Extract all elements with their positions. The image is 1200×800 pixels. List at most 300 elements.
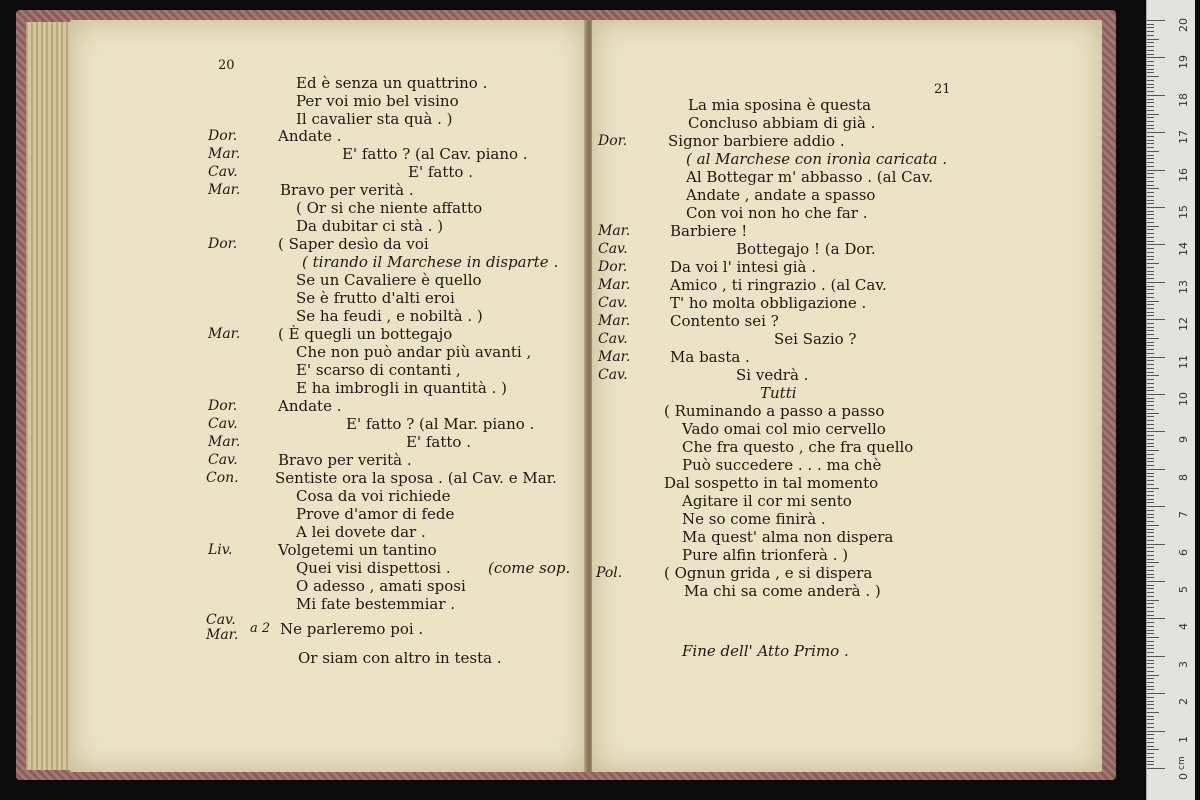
ruler-tick bbox=[1147, 532, 1154, 533]
ruler-tick bbox=[1147, 682, 1154, 683]
ruler-tick bbox=[1147, 435, 1154, 436]
verse-line: Che non può andar più avanti , bbox=[296, 343, 532, 361]
verse-line: Con voi non ho che far . bbox=[686, 204, 868, 222]
verse-line: Volgetemi un tantino bbox=[278, 541, 437, 559]
ruler-tick bbox=[1147, 319, 1165, 320]
act-end-text: Fine dell' Atto Primo . bbox=[682, 642, 849, 660]
ruler-tick bbox=[1147, 663, 1154, 664]
ruler-tick bbox=[1147, 76, 1159, 77]
speaker-label: Cav. bbox=[208, 452, 238, 468]
ruler-label: 9 bbox=[1177, 436, 1190, 444]
ruler-tick bbox=[1147, 719, 1154, 720]
verse-line: Quei visi dispettosi . bbox=[296, 559, 451, 577]
ruler-tick bbox=[1147, 27, 1154, 28]
ruler-tick bbox=[1147, 731, 1165, 732]
ruler-tick bbox=[1147, 330, 1154, 331]
ruler-tick bbox=[1147, 581, 1165, 582]
ruler-tick bbox=[1147, 35, 1154, 36]
verse-line: Bravo per verità . bbox=[280, 181, 414, 199]
speaker-label: Dor. bbox=[208, 128, 238, 144]
page-number: 20 bbox=[218, 58, 235, 73]
ruler-tick bbox=[1147, 461, 1154, 462]
verse-line: Signor barbiere addio . bbox=[668, 132, 845, 150]
ruler-tick bbox=[1147, 304, 1154, 305]
ruler-tick bbox=[1147, 615, 1154, 616]
ruler-tick bbox=[1147, 301, 1159, 302]
ruler-tick bbox=[1147, 510, 1154, 511]
ruler-tick bbox=[1147, 495, 1154, 496]
ruler-tick bbox=[1147, 476, 1154, 477]
ruler-tick bbox=[1147, 555, 1154, 556]
ruler-tick bbox=[1147, 764, 1154, 765]
ruler-label: 6 bbox=[1177, 548, 1190, 556]
ruler-tick bbox=[1147, 170, 1165, 171]
verse-line: Ma quest' alma non dispera bbox=[682, 528, 894, 546]
ruler-tick bbox=[1147, 237, 1154, 238]
ruler-tick bbox=[1147, 214, 1154, 215]
ruler-label: 18 bbox=[1177, 92, 1190, 107]
speaker-label: Cav. bbox=[208, 164, 238, 180]
ruler-label: 8 bbox=[1177, 473, 1190, 481]
verse-line: ( Ruminando a passo a passo bbox=[664, 402, 885, 420]
ruler-tick bbox=[1147, 618, 1165, 619]
speaker-label: Cav. bbox=[598, 331, 628, 347]
speaker-label: Mar. bbox=[208, 182, 241, 198]
ruler-tick bbox=[1147, 252, 1154, 253]
measurement-ruler bbox=[1146, 0, 1195, 800]
verse-line: O adesso , amati sposi bbox=[296, 577, 466, 595]
ruler-tick bbox=[1147, 390, 1154, 391]
ruler-tick bbox=[1147, 517, 1154, 518]
ruler-tick bbox=[1147, 244, 1165, 245]
ruler-tick bbox=[1147, 671, 1154, 672]
speaker-label: Cav. bbox=[598, 367, 628, 383]
ruler-tick bbox=[1147, 121, 1154, 122]
ruler-tick bbox=[1147, 42, 1154, 43]
ruler-tick bbox=[1147, 312, 1154, 313]
ruler-tick bbox=[1147, 80, 1154, 81]
ruler-tick bbox=[1147, 360, 1154, 361]
ruler-tick bbox=[1147, 263, 1159, 264]
ruler-tick bbox=[1147, 630, 1154, 631]
ruler-tick bbox=[1147, 136, 1154, 137]
ruler-tick bbox=[1147, 749, 1159, 750]
ruler-tick bbox=[1147, 181, 1154, 182]
verse-line: Da dubitar ci stà . ) bbox=[296, 217, 444, 235]
verse-line: Al Bottegar m' abbasso . (al Cav. bbox=[686, 168, 934, 186]
ruler-tick bbox=[1147, 218, 1154, 219]
ruler-tick bbox=[1147, 514, 1154, 515]
verse-line: E' fatto . bbox=[406, 433, 471, 451]
ruler-tick bbox=[1147, 102, 1154, 103]
ruler-tick bbox=[1147, 353, 1154, 354]
ruler-label: 17 bbox=[1177, 130, 1190, 145]
ruler-tick bbox=[1147, 712, 1159, 713]
ruler-label: 5 bbox=[1177, 586, 1190, 593]
ruler-label: 19 bbox=[1177, 55, 1190, 70]
ruler-tick bbox=[1147, 454, 1154, 455]
ruler-tick bbox=[1147, 192, 1154, 193]
ruler-tick bbox=[1147, 488, 1159, 489]
speaker-label: Mar. bbox=[206, 627, 239, 643]
ruler-tick bbox=[1147, 746, 1154, 747]
ruler-label: 12 bbox=[1177, 317, 1190, 332]
ruler-tick bbox=[1147, 166, 1154, 167]
ruler-tick bbox=[1147, 226, 1159, 227]
ruler-tick bbox=[1147, 484, 1154, 485]
ruler-tick bbox=[1147, 551, 1154, 552]
verse-line: Barbiere ! bbox=[670, 222, 748, 240]
ruler-tick bbox=[1147, 409, 1154, 410]
ruler-tick bbox=[1147, 701, 1154, 702]
verse-line: E' fatto ? (al Mar. piano . bbox=[346, 415, 535, 433]
ruler-tick bbox=[1147, 57, 1165, 58]
ruler-tick bbox=[1147, 293, 1154, 294]
verse-line: E' scarso di contanti , bbox=[296, 361, 461, 379]
ruler-tick bbox=[1147, 147, 1154, 148]
ruler-tick bbox=[1147, 143, 1154, 144]
ruler-tick bbox=[1147, 675, 1159, 676]
ruler-tick bbox=[1147, 480, 1154, 481]
speaker-label: Mar. bbox=[598, 349, 631, 365]
ruler-tick bbox=[1147, 338, 1159, 339]
ruler-tick bbox=[1147, 200, 1154, 201]
ruler-tick bbox=[1147, 723, 1154, 724]
ruler-tick bbox=[1147, 387, 1154, 388]
page-number: 21 bbox=[934, 82, 951, 97]
verse-line: Il cavalier sta quà . ) bbox=[296, 110, 453, 128]
ruler-tick bbox=[1147, 742, 1154, 743]
ruler-tick bbox=[1147, 588, 1154, 589]
ruler-tick bbox=[1147, 128, 1154, 129]
verse-line: Prove d'amor di fede bbox=[296, 505, 455, 523]
ruler-tick bbox=[1147, 185, 1154, 186]
verse-line: Se è frutto d'alti eroi bbox=[296, 289, 455, 307]
ruler-tick bbox=[1147, 757, 1154, 758]
ruler-tick bbox=[1147, 603, 1154, 604]
speaker-label: Cav. bbox=[206, 612, 236, 628]
verse-line: Concluso abbiam di già . bbox=[688, 114, 876, 132]
verse-line: Andate . bbox=[278, 127, 342, 145]
verse-line: ( Ognun grida , e si dispera bbox=[664, 564, 873, 582]
ruler-tick bbox=[1147, 738, 1154, 739]
ruler-tick bbox=[1147, 398, 1154, 399]
ruler-tick bbox=[1147, 327, 1154, 328]
ruler-tick bbox=[1147, 540, 1154, 541]
ruler-tick bbox=[1147, 525, 1159, 526]
ruler-tick bbox=[1147, 289, 1154, 290]
ruler-tick bbox=[1147, 689, 1154, 690]
verse-line: Dal sospetto in tal momento bbox=[664, 474, 879, 492]
stage-direction: (come sop. bbox=[488, 559, 571, 577]
verse-line: ( È quegli un bottegajo bbox=[278, 325, 453, 343]
speaker-label: Cav. bbox=[598, 241, 628, 257]
ruler-label: 3 bbox=[1177, 660, 1190, 668]
verse-line: La mia sposina è questa bbox=[688, 96, 872, 114]
verse-line: Si vedrà . bbox=[736, 366, 809, 384]
ruler-tick bbox=[1147, 600, 1159, 601]
ruler-label: 15 bbox=[1177, 205, 1190, 219]
speaker-label: Liv. bbox=[208, 542, 233, 558]
ruler-tick bbox=[1147, 413, 1159, 414]
verse-line: Se ha feudi , e nobiltà . ) bbox=[296, 307, 483, 325]
ruler-tick bbox=[1147, 678, 1154, 679]
ruler-tick bbox=[1147, 458, 1154, 459]
ruler-tick bbox=[1147, 577, 1154, 578]
verse-line: Agitare il cor mi sento bbox=[682, 492, 852, 510]
ruler-tick bbox=[1147, 31, 1154, 32]
ruler-tick bbox=[1147, 566, 1154, 567]
ruler-tick bbox=[1147, 607, 1154, 608]
verse-line: Bravo per verità . bbox=[278, 451, 412, 469]
ruler-tick bbox=[1147, 274, 1154, 275]
ruler-tick bbox=[1147, 211, 1154, 212]
ruler-tick bbox=[1147, 443, 1154, 444]
speaker-label: Dor. bbox=[598, 133, 628, 149]
ruler-tick bbox=[1147, 633, 1154, 634]
ruler-tick bbox=[1147, 372, 1154, 373]
ruler-tick bbox=[1147, 278, 1154, 279]
ruler-tick bbox=[1147, 562, 1159, 563]
ruler-tick bbox=[1147, 656, 1165, 657]
ruler-tick bbox=[1147, 660, 1154, 661]
ruler-tick bbox=[1147, 761, 1154, 762]
ruler-tick bbox=[1147, 734, 1154, 735]
ruler-label: 13 bbox=[1177, 279, 1190, 294]
ruler-tick bbox=[1147, 345, 1154, 346]
ruler-tick bbox=[1147, 559, 1154, 560]
ruler-tick bbox=[1147, 259, 1154, 260]
ruler-tick bbox=[1147, 708, 1154, 709]
verse-line: Or siam con altro in testa . bbox=[298, 649, 502, 667]
speaker-label: Mar. bbox=[208, 146, 241, 162]
ruler-tick bbox=[1147, 151, 1159, 152]
verse-line: A lei dovete dar . bbox=[296, 523, 426, 541]
verse-line: Sei Sazio ? bbox=[774, 330, 857, 348]
ruler-tick bbox=[1147, 544, 1165, 545]
verse-line: Sentiste ora la sposa . (al Cav. e Mar. bbox=[275, 469, 557, 487]
ruler-tick bbox=[1147, 611, 1154, 612]
ruler-tick bbox=[1147, 50, 1154, 51]
verse-line: Andate , andate a spasso bbox=[686, 186, 876, 204]
speaker-label: Mar. bbox=[598, 223, 631, 239]
verse-line: Vado omai col mio cervello bbox=[682, 420, 886, 438]
ruler-tick bbox=[1147, 473, 1154, 474]
ruler-label: 7 bbox=[1177, 511, 1190, 519]
ruler-tick bbox=[1147, 585, 1154, 586]
verse-line: E ha imbrogli in quantità . ) bbox=[296, 379, 507, 397]
ruler-tick bbox=[1147, 282, 1165, 283]
ruler-tick bbox=[1147, 229, 1154, 230]
ruler-tick bbox=[1147, 222, 1154, 223]
ruler-tick bbox=[1147, 84, 1154, 85]
left-page bbox=[70, 20, 586, 772]
ruler-tick bbox=[1147, 39, 1159, 40]
ruler-tick bbox=[1147, 117, 1154, 118]
speaker-label: Pol. bbox=[596, 565, 623, 581]
ruler-tick bbox=[1147, 106, 1154, 107]
ruler-tick bbox=[1147, 652, 1154, 653]
verse-line: Andate . bbox=[278, 397, 342, 415]
ruler-tick bbox=[1147, 158, 1154, 159]
ruler-tick bbox=[1147, 394, 1165, 395]
ruler-tick bbox=[1147, 364, 1154, 365]
ruler-tick bbox=[1147, 375, 1159, 376]
ruler-tick bbox=[1147, 99, 1154, 100]
ruler-tick bbox=[1147, 547, 1154, 548]
speaker-label: Dor. bbox=[208, 398, 238, 414]
ruler-label: 4 bbox=[1177, 623, 1190, 631]
ruler-tick bbox=[1147, 24, 1154, 25]
ruler-tick bbox=[1147, 132, 1165, 133]
ruler-tick bbox=[1147, 54, 1154, 55]
ruler-label: 10 bbox=[1177, 392, 1190, 406]
ruler-label: 0 bbox=[1177, 773, 1190, 780]
ruler-tick bbox=[1147, 349, 1154, 350]
ruler-tick bbox=[1147, 20, 1165, 21]
ruler-tick bbox=[1147, 693, 1165, 694]
ruler-tick bbox=[1147, 323, 1154, 324]
verse-line: Pure alfin trionferà . ) bbox=[682, 546, 849, 564]
verse-line: Cosa da voi richiede bbox=[296, 487, 451, 505]
ruler-label: 11 bbox=[1177, 354, 1190, 369]
ruler-tick bbox=[1147, 188, 1159, 189]
verse-line: Per voi mio bel visino bbox=[296, 92, 459, 110]
ruler-tick bbox=[1147, 173, 1154, 174]
verse-line: Contento sei ? bbox=[670, 312, 779, 330]
ruler-tick bbox=[1147, 596, 1154, 597]
ruler-tick bbox=[1147, 667, 1154, 668]
speaker-label: Mar. bbox=[208, 326, 241, 342]
ruler-tick bbox=[1147, 379, 1154, 380]
ruler-tick bbox=[1147, 686, 1154, 687]
ruler-tick bbox=[1147, 69, 1154, 70]
ruler-tick bbox=[1147, 506, 1165, 507]
ruler-tick bbox=[1147, 114, 1159, 115]
ruler-tick bbox=[1147, 491, 1154, 492]
ruler-tick bbox=[1147, 465, 1154, 466]
ruler-tick bbox=[1147, 65, 1154, 66]
ruler-tick bbox=[1147, 401, 1154, 402]
ruler-tick bbox=[1147, 61, 1154, 62]
ruler-tick bbox=[1147, 203, 1154, 204]
ruler-tick bbox=[1147, 469, 1165, 470]
verse-line: Ne so come finirà . bbox=[682, 510, 826, 528]
chorus-heading: Tutti bbox=[760, 384, 797, 402]
ruler-tick bbox=[1147, 87, 1154, 88]
ruler-tick bbox=[1147, 626, 1154, 627]
ruler-tick bbox=[1147, 641, 1154, 642]
ruler-tick bbox=[1147, 502, 1154, 503]
ruler-tick bbox=[1147, 315, 1154, 316]
speaker-label: Mar. bbox=[598, 277, 631, 293]
verse-line: E' fatto ? (al Cav. piano . bbox=[342, 145, 528, 163]
verse-line: Da voi l' intesi già . bbox=[670, 258, 817, 276]
verse-line: Se un Cavaliere è quello bbox=[296, 271, 482, 289]
right-page bbox=[592, 20, 1102, 772]
verse-line: Mi fate bestemmiar . bbox=[296, 595, 456, 613]
ruler-label: 2 bbox=[1177, 698, 1190, 706]
ruler-tick bbox=[1147, 72, 1154, 73]
speaker-label: Mar. bbox=[598, 313, 631, 329]
ruler-tick bbox=[1147, 727, 1154, 728]
ruler-label: 14 bbox=[1177, 242, 1190, 257]
ruler-tick bbox=[1147, 648, 1154, 649]
speaker-label: Cav. bbox=[598, 295, 628, 311]
speaker-label: Dor. bbox=[208, 236, 238, 252]
ruler-tick bbox=[1147, 383, 1154, 384]
ruler-tick bbox=[1147, 196, 1154, 197]
ruler-tick bbox=[1147, 368, 1154, 369]
verse-line: E' fatto . bbox=[408, 163, 473, 181]
verse-line: Ma chi sa come anderà . ) bbox=[684, 582, 881, 600]
ruler-tick bbox=[1147, 95, 1165, 96]
ruler-tick bbox=[1147, 162, 1154, 163]
verse-line: T' ho molta obbligazione . bbox=[670, 294, 867, 312]
ruler-tick bbox=[1147, 753, 1154, 754]
ruler-tick bbox=[1147, 241, 1154, 242]
ruler-tick bbox=[1147, 256, 1154, 257]
ruler-tick bbox=[1147, 450, 1159, 451]
ruler-tick bbox=[1147, 357, 1165, 358]
ruler-tick bbox=[1147, 420, 1154, 421]
verse-line: Può succedere . . . ma chè bbox=[682, 456, 882, 474]
ruler-tick bbox=[1147, 439, 1154, 440]
ruler-unit: cm bbox=[1177, 756, 1187, 770]
verse-line: Ed è senza un quattrino . bbox=[296, 74, 488, 92]
ruler-tick bbox=[1147, 155, 1154, 156]
verse-line: Ne parleremo poi . bbox=[280, 620, 424, 638]
ruler-tick bbox=[1147, 697, 1154, 698]
ruler-tick bbox=[1147, 308, 1154, 309]
ruler-tick bbox=[1147, 622, 1154, 623]
ruler-label: 20 bbox=[1177, 18, 1190, 32]
ruler-tick bbox=[1147, 446, 1154, 447]
ruler-tick bbox=[1147, 645, 1154, 646]
ruler-tick bbox=[1147, 499, 1154, 500]
ruler-tick bbox=[1147, 570, 1154, 571]
ruler-tick bbox=[1147, 704, 1154, 705]
ruler-tick bbox=[1147, 529, 1154, 530]
verse-line: Che fra questo , che fra quello bbox=[682, 438, 914, 456]
ruler-tick bbox=[1147, 431, 1165, 432]
ruler-tick bbox=[1147, 248, 1154, 249]
ruler-tick bbox=[1147, 521, 1154, 522]
ruler-tick bbox=[1147, 334, 1154, 335]
ruler-tick bbox=[1147, 574, 1154, 575]
ruler-tick bbox=[1147, 177, 1154, 178]
speaker-label: Con. bbox=[206, 470, 239, 486]
ruler-tick bbox=[1147, 424, 1154, 425]
ruler-tick bbox=[1147, 233, 1154, 234]
ruler-tick bbox=[1147, 140, 1154, 141]
verse-line: Amico , ti ringrazio . (al Cav. bbox=[670, 276, 887, 294]
ruler-tick bbox=[1147, 110, 1154, 111]
ruler-tick bbox=[1147, 637, 1159, 638]
ruler-tick bbox=[1147, 716, 1154, 717]
ruler-tick bbox=[1147, 405, 1154, 406]
ruler-tick bbox=[1147, 428, 1154, 429]
ruler-tick bbox=[1147, 125, 1154, 126]
ruler-tick bbox=[1147, 46, 1154, 47]
ruler-tick bbox=[1147, 416, 1154, 417]
ruler-tick bbox=[1147, 342, 1154, 343]
stage-direction: ( tirando il Marchese in disparte . bbox=[302, 253, 559, 271]
verse-line: ( Saper desìo da voi bbox=[278, 235, 429, 253]
ruler-tick bbox=[1147, 207, 1165, 208]
ruler-tick bbox=[1147, 297, 1154, 298]
verse-line: ( Or si che niente affatto bbox=[296, 199, 483, 217]
